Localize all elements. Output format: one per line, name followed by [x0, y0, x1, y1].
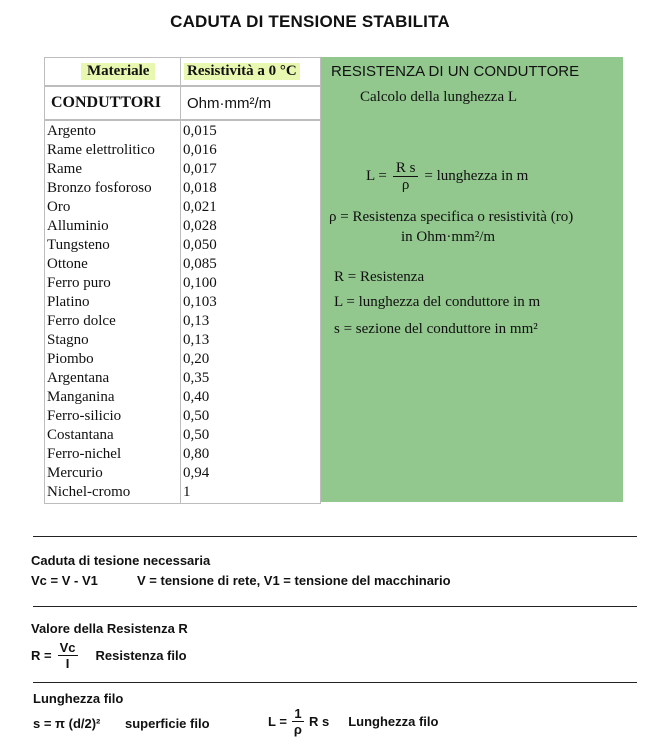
material-name: Ottone — [47, 256, 88, 272]
resistivity-value: 0,017 — [183, 161, 217, 177]
resistivity-value: 0,50 — [183, 408, 210, 424]
material-name: Rame elettrolitico — [47, 142, 155, 158]
resistance-denominator: I — [65, 656, 70, 671]
resistivity-value: 0,015 — [183, 123, 217, 139]
formula-lhs: L = — [366, 168, 387, 184]
resistance-numerator: Vc — [59, 640, 76, 655]
material-name: Ferro-nichel — [47, 446, 122, 462]
resistance-lhs: R = — [31, 648, 52, 663]
rho-unit: in Ohm·mm²/m — [401, 229, 496, 245]
material-name: Oro — [47, 199, 71, 215]
area-label: superficie filo — [125, 716, 210, 731]
conductor-resistance-panel — [321, 57, 623, 502]
page-title: CADUTA DI TENSIONE STABILITA — [170, 12, 450, 31]
material-name: Tungsteno — [47, 237, 110, 253]
resistivity-value: 0,50 — [183, 427, 210, 443]
material-name: Ferro dolce — [47, 313, 116, 329]
material-name: Argentana — [47, 370, 110, 386]
subheader-unit-cell — [180, 86, 321, 120]
header-material-cell — [44, 57, 181, 86]
section2-heading: Valore della Resistenza R — [31, 621, 188, 636]
materials-column — [44, 120, 181, 504]
material-name: Ferro-silicio — [47, 408, 122, 424]
resistivity-value: 0,94 — [183, 465, 210, 481]
subheader-unit: Ohm·mm²/m — [187, 95, 272, 112]
resistivity-value: 0,028 — [183, 218, 217, 234]
material-name: Nichel-cromo — [47, 484, 131, 500]
formula-numerator: R s — [393, 160, 419, 177]
resistivity-value: 0,13 — [183, 313, 210, 329]
area-formula: s = π (d/2)² — [33, 716, 101, 731]
header-resistivity: Resistività a 0 °C — [184, 63, 300, 80]
material-name: Rame — [47, 161, 82, 177]
material-name: Bronzo fosforoso — [47, 180, 152, 196]
divider — [33, 682, 637, 683]
formula-rhs: = lunghezza in m — [424, 168, 529, 184]
wire-length-denominator: ρ — [293, 722, 302, 737]
resistance-formula — [31, 640, 187, 671]
panel-subtitle: Calcolo della lunghezza L — [360, 89, 518, 105]
material-name: Stagno — [47, 332, 89, 348]
formula-denominator: ρ — [401, 177, 410, 193]
resistivity-value: 0,103 — [183, 294, 217, 310]
section1-formula: Vc = V - V1 — [31, 573, 98, 588]
resistance-label: Resistenza filo — [95, 648, 187, 663]
resistivity-value: 0,13 — [183, 332, 210, 348]
material-name: Mercurio — [47, 465, 103, 481]
wire-length-formula — [268, 706, 438, 737]
resistivity-value: 1 — [183, 484, 191, 500]
subheader-conductors: CONDUTTORI — [51, 94, 161, 111]
wire-length-rhs: R s — [308, 714, 330, 729]
resistivity-value: 0,085 — [183, 256, 217, 272]
section3-heading: Lunghezza filo — [33, 691, 124, 706]
panel-title: RESISTENZA DI UN CONDUTTORE — [331, 63, 580, 80]
wire-length-numerator: 1 — [294, 706, 302, 721]
resistivity-value: 0,050 — [183, 237, 217, 253]
resistance-fraction — [58, 640, 78, 671]
material-name: Ferro puro — [47, 275, 111, 291]
formula-fraction — [393, 160, 419, 193]
wire-length-label: Lunghezza filo — [348, 714, 439, 729]
definition-r: R = Resistenza — [334, 269, 425, 285]
divider — [33, 606, 637, 607]
material-name: Alluminio — [47, 218, 109, 234]
definition-s: s = sezione del conduttore in mm² — [334, 321, 538, 337]
material-name: Manganina — [47, 389, 115, 405]
resistivity-value: 0,80 — [183, 446, 210, 462]
resistivity-value: 0,35 — [183, 370, 210, 386]
resistivity-value: 0,016 — [183, 142, 217, 158]
resistivity-value: 0,021 — [183, 199, 217, 215]
material-name: Piombo — [47, 351, 94, 367]
length-formula — [366, 160, 528, 193]
values-column — [180, 120, 321, 504]
material-name: Costantana — [47, 427, 114, 443]
resistivity-value: 0,100 — [183, 275, 217, 291]
resistivity-value: 0,018 — [183, 180, 217, 196]
material-name: Argento — [47, 123, 96, 139]
header-resistivity-cell — [180, 57, 321, 86]
material-name: Platino — [47, 294, 90, 310]
rho-definition: ρ = Resistenza specifica o resistività (ro) — [329, 209, 574, 225]
section1-heading: Caduta di tesione necessaria — [31, 553, 211, 568]
header-material: Materiale — [81, 63, 155, 80]
section1-description: V = tensione di rete, V1 = tensione del macchinario — [137, 573, 451, 588]
wire-length-lhs: L = — [268, 714, 287, 729]
wire-length-fraction — [292, 706, 304, 737]
definition-l: L = lunghezza del conduttore in m — [334, 294, 541, 310]
divider — [33, 536, 637, 537]
subheader-conductors-cell — [44, 86, 181, 120]
resistivity-value: 0,40 — [183, 389, 210, 405]
resistivity-value: 0,20 — [183, 351, 210, 367]
